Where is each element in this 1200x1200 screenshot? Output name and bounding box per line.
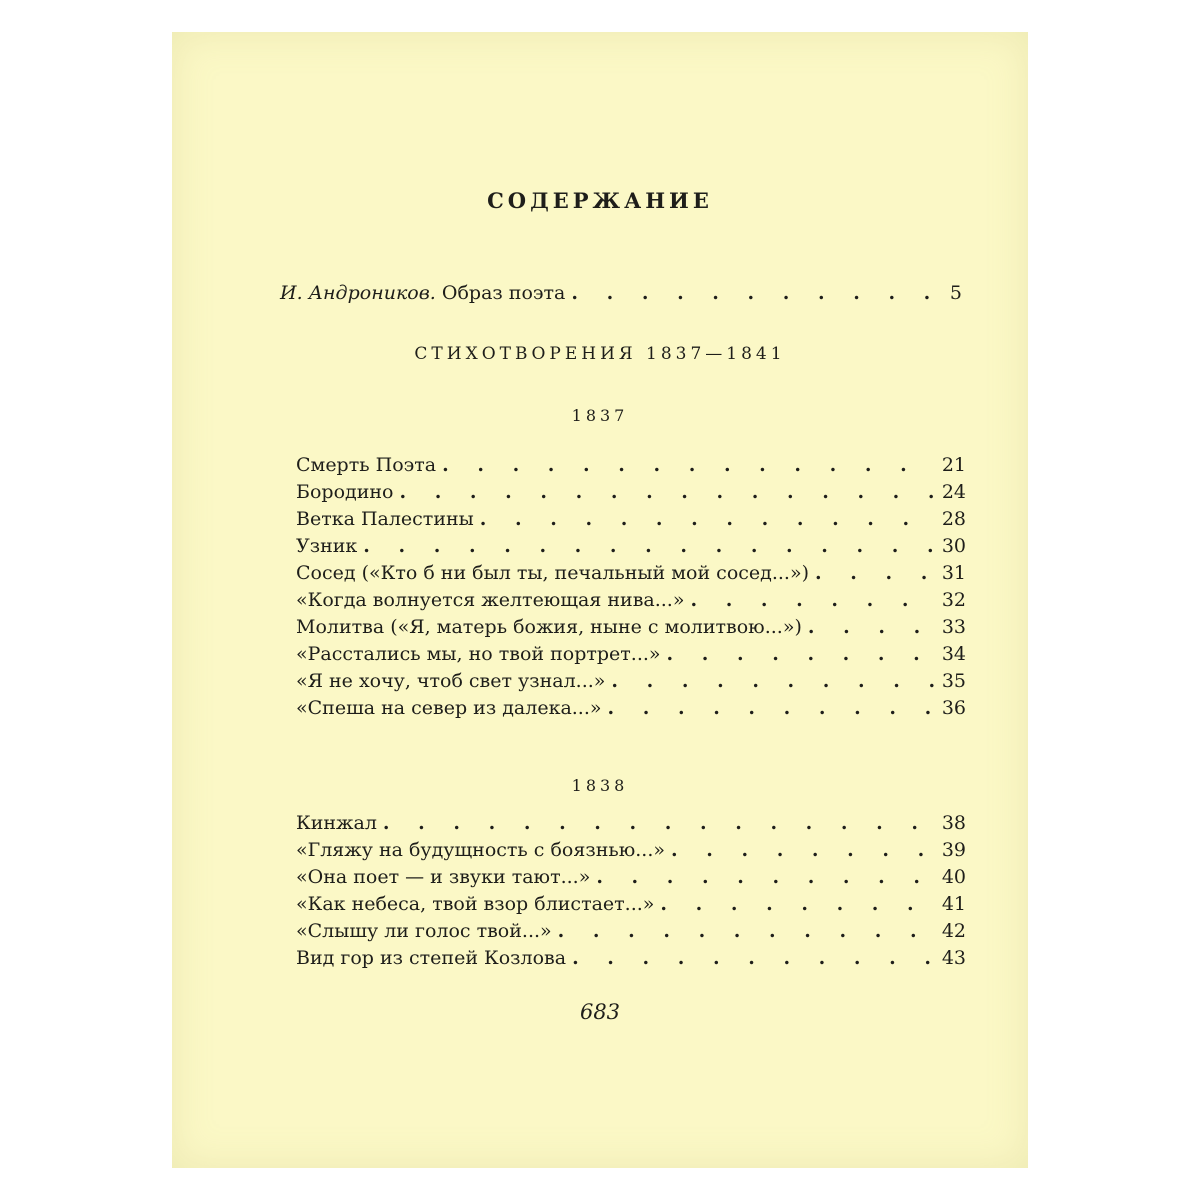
entry-title: Смерть Поэта	[296, 454, 437, 476]
entry-page: 42	[941, 920, 966, 942]
intro-author: И. Андроников.	[280, 282, 436, 304]
toc-entry	[296, 668, 966, 694]
book-page	[172, 32, 1028, 1168]
entry-page: 39	[941, 839, 966, 861]
toc-entry	[296, 837, 966, 863]
entry-page: 28	[941, 508, 966, 530]
dot-leader	[558, 918, 936, 944]
entry-title: «Гляжу на будущность с боязнью...»	[296, 839, 665, 861]
dot-leader	[442, 452, 936, 478]
dot-leader	[596, 864, 935, 890]
intro-page: 5	[949, 282, 962, 304]
entry-title: «Как небеса, твой взор блистает...»	[296, 893, 655, 915]
intro-entry	[280, 280, 962, 306]
entry-page: 36	[941, 697, 966, 719]
entry-page: 33	[941, 616, 966, 638]
dot-leader	[808, 614, 936, 640]
entry-page: 24	[941, 481, 966, 503]
entry-title: Кинжал	[296, 812, 377, 834]
intro-title: Образ поэта	[441, 282, 566, 304]
entry-page: 41	[941, 893, 966, 915]
entry-title: «Когда волнуется желтеющая нива...»	[296, 589, 685, 611]
dot-leader	[690, 587, 935, 613]
entry-page: 40	[941, 866, 966, 888]
toc-entry	[296, 614, 966, 640]
entry-title: «Я не хочу, чтоб свет узнал...»	[296, 670, 606, 692]
toc-entry	[296, 452, 966, 478]
dot-leader	[480, 506, 936, 532]
entry-title: Бородино	[296, 481, 394, 503]
dot-leader	[611, 668, 935, 694]
toc-entry	[296, 641, 966, 667]
entry-title: «Слышу ли голос твой...»	[296, 920, 552, 942]
entry-page: 34	[941, 643, 966, 665]
entry-title: «Она поет — и звуки тают...»	[296, 866, 591, 888]
toc-entry	[296, 891, 966, 917]
entry-title: Молитва («Я, матерь божия, ныне с молитвою...»)	[296, 616, 802, 638]
entry-page: 31	[941, 562, 966, 584]
toc-entry	[296, 918, 966, 944]
dot-leader	[383, 810, 936, 836]
dot-leader	[671, 837, 936, 863]
toc-entry	[296, 479, 966, 505]
entry-page: 43	[941, 947, 966, 969]
dot-leader	[667, 641, 936, 667]
toc-entry	[296, 587, 966, 613]
entry-title: Вид гор из степей Козлова	[296, 947, 567, 969]
dot-leader	[815, 560, 936, 586]
toc-entry	[296, 945, 966, 971]
toc-entry	[296, 533, 966, 559]
entry-title: «Расстались мы, но твой портрет...»	[296, 643, 661, 665]
toc-entry	[296, 864, 966, 890]
dot-leader	[571, 280, 944, 306]
entry-page: 32	[941, 589, 966, 611]
toc-entry	[296, 560, 966, 586]
year-heading-1837: 1837	[571, 406, 629, 425]
entry-title: Сосед («Кто б ни был ты, печальный мой сосед...»)	[296, 562, 809, 584]
entry-page: 38	[941, 812, 966, 834]
entry-title: Ветка Палестины	[296, 508, 474, 530]
dot-leader	[399, 479, 935, 505]
page-title: СОДЕРЖАНИЕ	[487, 188, 713, 213]
entry-title: Узник	[296, 535, 358, 557]
toc-entry	[296, 506, 966, 532]
year-heading-1838: 1838	[571, 776, 629, 795]
page-number: 683	[579, 1000, 621, 1024]
section-title: СТИХОТВОРЕНИЯ 1837—1841	[414, 344, 786, 364]
dot-leader	[660, 891, 935, 917]
entry-page: 35	[941, 670, 966, 692]
entry-page: 30	[941, 535, 966, 557]
entry-title: «Спеша на север из далека...»	[296, 697, 602, 719]
toc-entry	[296, 810, 966, 836]
entry-page: 21	[941, 454, 966, 476]
dot-leader	[608, 695, 936, 721]
dot-leader	[363, 533, 936, 559]
toc-entry	[296, 695, 966, 721]
dot-leader	[572, 945, 936, 971]
